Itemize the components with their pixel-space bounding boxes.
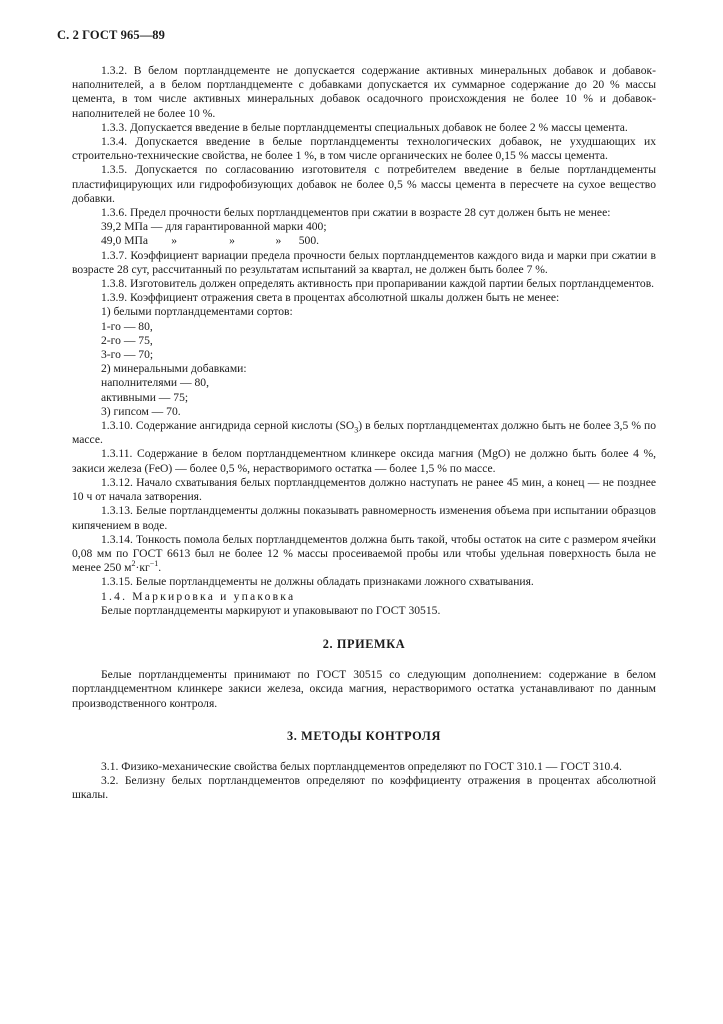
clause-1-3-11: 1.3.11. Содержание в белом портландцементном клинкере оксида магния (MgO) не должно быть более 4 %, закиси железа (FeO) — более 0,5 %, нерастворимого остатка — более 1,5 % по массе.	[72, 447, 656, 475]
section-2-title: 2. ПРИЕМКА	[322, 636, 406, 651]
list-item: 2) минеральными добавками:	[101, 362, 247, 376]
list-item: 1-го — 80,	[101, 319, 153, 333]
clause-1-3-3: 1.3.3. Допускается введение в белые портландцементы специальных добавок не более 2 % массы цемента.	[101, 120, 628, 134]
clause-1-3-5: 1.3.5. Допускается по согласованию изготовителя с потребителем введение в белые портландцементы пластифицирующих или гидрофобизующих добавок не более 0,5 % массы цемента в пересчете на сухое вещество добавки.	[72, 163, 656, 205]
so3-subscript: 3	[354, 425, 359, 435]
unit-kg: ·кг	[135, 561, 150, 575]
clause-1-3-13: 1.3.13. Белые портландцементы должны показывать равномерность изменения объема при испытании образцов кипячением в воде.	[72, 504, 656, 532]
clause-3-1: 3.1. Физико-механические свойства белых портландцементов определяют по ГОСТ 310.1 — ГОСТ 310.4.	[101, 759, 622, 773]
list-item: 2-го — 75,	[101, 333, 153, 347]
section-3-title: 3. МЕТОДЫ КОНТРОЛЯ	[287, 728, 441, 743]
strength-500: 49,0 МПа » » » 500.	[101, 234, 320, 248]
clause-1-3-10-text-a: 1.3.10. Содержание ангидрида серной кислоты (SO	[101, 419, 355, 433]
unit-sup-2: 2	[131, 559, 136, 569]
clause-1-3-4: 1.3.4. Допускается введение в белые портландцементы технологических добавок, не ухудшающих их строительно-технические свойства, не более 1 %, в том числе органических не более 0,15 % массы цемента.	[72, 135, 656, 163]
list-item: 3) гипсом — 70.	[101, 404, 181, 418]
clause-1-3-15: 1.3.15. Белые портландцементы не должны обладать признаками ложного схватывания.	[101, 575, 534, 589]
subsection-1-4-title: 1.4. Маркировка и упаковка	[101, 589, 296, 603]
clause-3-2: 3.2. Белизну белых портландцементов определяют по коэффициенту отражения в процентах абсолютной шкалы.	[72, 774, 656, 802]
clause-1-3-9: 1.3.9. Коэффициент отражения света в процентах абсолютной шкалы должен быть не менее:	[101, 291, 560, 305]
clause-1-3-8: 1.3.8. Изготовитель должен определять активность при пропаривании каждой партии белых портландцементов.	[101, 277, 655, 291]
subsection-1-4-text: Белые портландцементы маркируют и упаковывают по ГОСТ 30515.	[101, 603, 441, 617]
clause-1-3-2: 1.3.2. В белом портландцементе не допускается содержание активных минеральных добавок и добавок-наполнителей, а в белом портландцементе с добавками допускается их суммарное содержание до 20 % массы цемента, в том числе активных минеральных добавок осадочного происхождения не более 10 % и добавок-наполнителей не более 10 %.	[72, 64, 656, 120]
list-item: активными — 75;	[101, 390, 189, 404]
list-item: 1) белыми портландцементами сортов:	[101, 305, 293, 319]
clause-1-3-12: 1.3.12. Начало схватывания белых портландцементов должно наступать не ранее 45 мин, а конец — не позднее 10 ч от начала затворения.	[72, 475, 656, 504]
clause-1-3-6: 1.3.6. Предел прочности белых портландцементов при сжатии в возрасте 28 сут должен быть не менее:	[101, 206, 611, 220]
list-item: наполнителями — 80,	[101, 376, 209, 390]
clause-1-3-14	[72, 533, 656, 576]
clause-1-3-10-text-b: ) в белых портландцементах должно быть не более 3,5 % по массе.	[72, 419, 656, 447]
section-2-text: Белые портландцементы принимают по ГОСТ 30515 со следующим дополнением: содержание в белом портландцементном клинкере закиси железа, оксида магния, нерастворимого остатка устанавливают по данным производственного контроля.	[72, 668, 656, 710]
clause-1-3-14-text-a: 1.3.14. Тонкость помола белых портландцементов должна быть такой, чтобы остаток на сите с размером ячейки 0,08 мм по ГОСТ 6613 был не более 12 % массы просеиваемой пробы или чтобы удельная поверхность была не менее 250 м	[72, 532, 656, 575]
document-body	[72, 64, 656, 803]
strength-400: 39,2 МПа — для гарантированной марки 400;	[101, 220, 327, 234]
clause-1-3-10	[72, 419, 656, 447]
page-header: С. 2 ГОСТ 965—89	[57, 28, 166, 42]
list-item: 3-го — 70;	[101, 348, 154, 362]
clause-1-3-14-text-b: .	[158, 561, 162, 575]
clause-1-3-7: 1.3.7. Коэффициент вариации предела прочности белых портландцементов каждого вида и марки при сжатии в возрасте 28 сут, рассчитанный по результатам испытаний за квартал, не должен быть более 7 %.	[72, 248, 656, 276]
unit-sup-minus-1: −1	[149, 559, 159, 569]
